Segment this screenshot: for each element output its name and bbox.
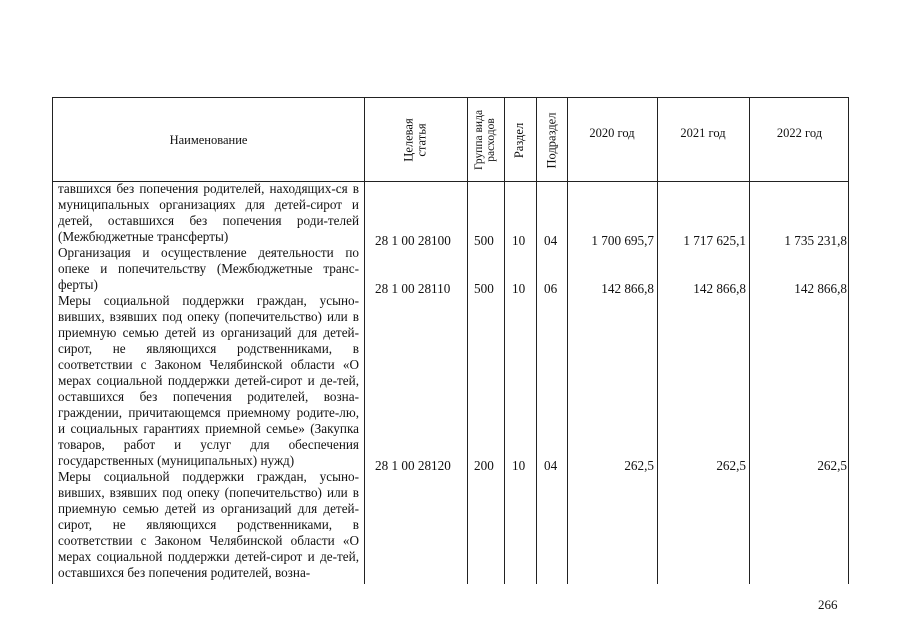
page-number: 266 — [818, 597, 838, 612]
row-1-subsection: 04 — [544, 233, 558, 248]
row-4-name: Меры социальной поддержки граждан, усыно-вивших, взявших под опеку (попечительство) или в приемную семью детей из организаций для детей-сирот, не являющихся родственниками, в соответствии с Законом Челябинской области «О мерах социальной поддержки детей-сирот и де-тей, оставшихся без попечения родителей, возна- — [58, 469, 359, 580]
header-name: Наименование — [169, 132, 248, 147]
row-1-2022: 1 735 231,8 — [784, 233, 847, 248]
row-1-code: 28 1 00 28100 — [375, 233, 451, 248]
row-2-name: Организация и осуществление деятельности по опеке и попечительству (Межбюджетные транс-ферты) — [58, 245, 359, 292]
row-3-section: 10 — [512, 458, 526, 473]
row-3-2022: 262,5 — [817, 458, 847, 473]
header-section: Раздел — [512, 122, 527, 158]
row-2-2020: 142 866,8 — [601, 281, 654, 296]
row-3-code: 28 1 00 28120 — [375, 458, 451, 473]
row-3-subsection: 04 — [544, 458, 558, 473]
row-2-subsection: 06 — [544, 281, 558, 296]
header-year-2021: 2021 год — [680, 126, 726, 140]
header-year-2022: 2022 год — [776, 126, 823, 140]
row-1-2020: 1 700 695,7 — [591, 233, 654, 248]
header-target-article: Целевая статья — [401, 118, 429, 162]
row-3-2021: 262,5 — [716, 458, 746, 473]
row-3-group: 200 — [474, 458, 494, 473]
row-2-code: 28 1 00 28110 — [375, 281, 451, 296]
row-2-2022: 142 866,8 — [794, 281, 847, 296]
row-1-name: тавшихся без попечения родителей, находящих-ся в муниципальных организациях для детей-сирот и детей, оставшихся без попечения роди-телей (Межбюджетные трансферты) — [58, 181, 359, 244]
name-column — [58, 181, 359, 581]
header-subsection: Подраздел — [544, 112, 558, 168]
row-2-section: 10 — [512, 281, 526, 296]
row-2-2021: 142 866,8 — [693, 281, 746, 296]
header-expense-group: Группа вида расходов — [473, 109, 498, 171]
row-1-group: 500 — [474, 233, 494, 248]
row-1-section: 10 — [512, 233, 526, 248]
row-2-group: 500 — [474, 281, 494, 296]
row-3-name: Меры социальной поддержки граждан, усыно-вивших, взявших под опеку (попечительство) или в приемную семью детей из организаций для детей-сирот, не являющихся родственниками, в соответствии с Законом Челябинской области «О мерах социальной поддержки детей-сирот и де-тей, оставшихся без попечения родителей, возна-граждении, причитающемся приемному родите-лю, и социальных гарантиях приемной семье» (Закупка товаров, работ и услуг для обеспечения государственных (муниципальных) нужд) — [58, 293, 359, 468]
budget-table — [52, 97, 849, 584]
header-year-2020: 2020 год — [589, 126, 635, 140]
row-3-2020: 262,5 — [624, 458, 654, 473]
row-1-2021: 1 717 625,1 — [683, 233, 746, 248]
